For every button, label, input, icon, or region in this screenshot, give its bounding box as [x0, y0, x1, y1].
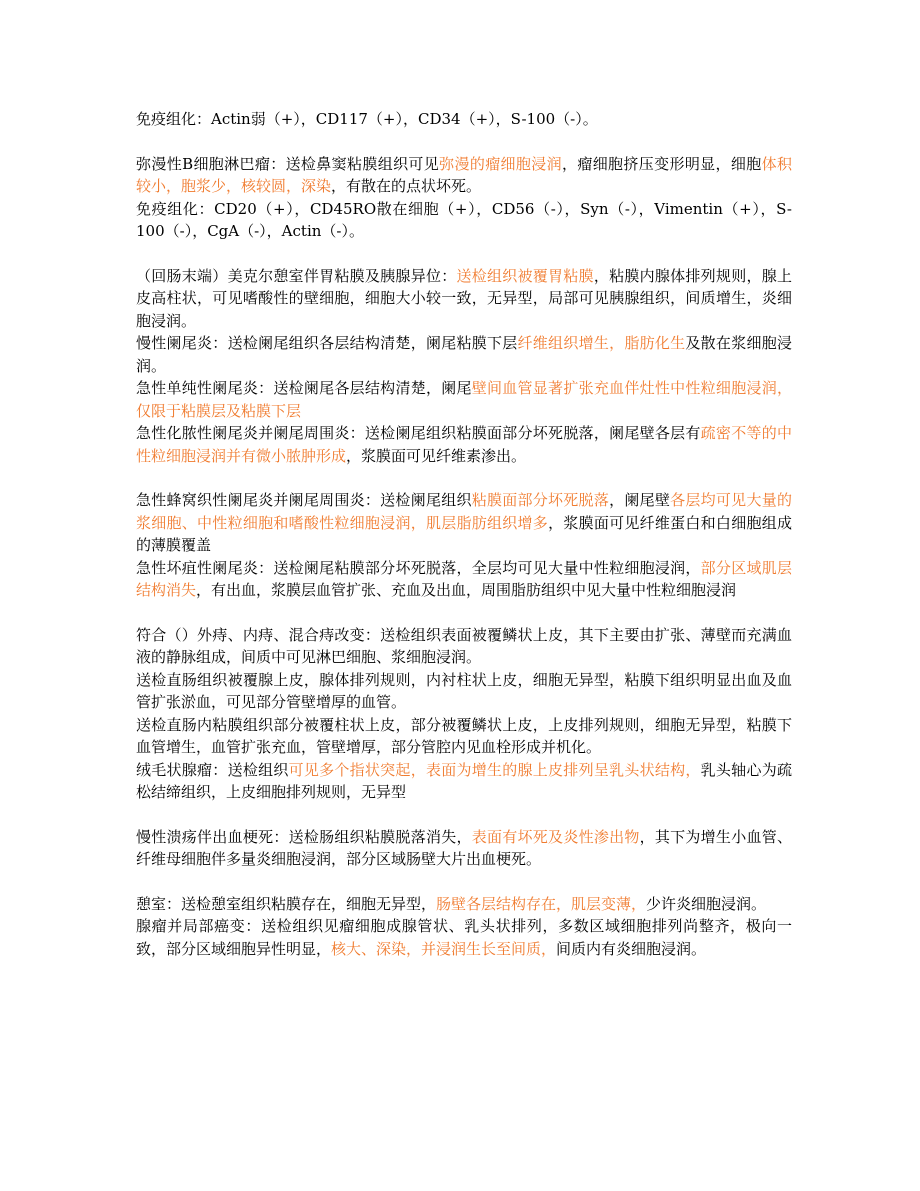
text-segment: （回肠末端）美克尔憩室伴胃粘膜及胰腺异位：	[136, 266, 457, 285]
paragraph	[136, 759, 792, 804]
paragraph-gap	[136, 467, 792, 489]
highlighted-text: 送检组织被覆胃粘膜	[456, 266, 594, 285]
text-segment: 急性单纯性阑尾炎：送检阑尾各层结构清楚，阑尾	[136, 379, 472, 397]
highlighted-text: 体积较小，胞浆少，核较圆，深染	[136, 154, 792, 195]
paragraph-gap	[136, 602, 792, 624]
highlighted-text: 纤维组织增生，脂肪化生	[517, 334, 686, 352]
text-segment: 免疫组化：Actin弱（+），CD117（+），CD34（+），S-100（-）。	[136, 110, 598, 128]
text-segment: ，浆膜面可见纤维素渗出。	[346, 446, 527, 465]
text-segment: 及散在浆细胞浸润。	[136, 334, 792, 375]
text-segment: 少许炎细胞浸润。	[646, 894, 767, 913]
paragraph	[136, 489, 792, 557]
document-body	[136, 108, 792, 960]
text-segment: ，浆膜面可见纤维蛋白和白细胞组成的薄膜覆盖	[136, 513, 792, 554]
text-segment: 符合（）外痔、内痔、混合痔改变：送检组织表面被覆鳞状上皮，其下主要由扩张、薄壁而充满血液的静脉组成，间质中可见淋巴细胞、浆细胞浸润。	[136, 625, 792, 666]
highlighted-text: 肠壁各层结构存在，肌层变薄，	[436, 894, 647, 913]
highlighted-text: 弥漫的瘤细胞浸润	[439, 154, 562, 173]
text-segment: 憩室：送检憩室组织粘膜存在，细胞无异型，	[136, 894, 437, 913]
text-segment: ，粘膜内腺体排列规则，腺上皮高柱状，可见嗜酸性的壁细胞，细胞大小较一致，无异型，局部可见胰腺组织，间质增生，炎细胞浸润。	[136, 266, 792, 330]
text-segment: 间质内有炎细胞浸润。	[556, 939, 707, 958]
text-segment: 绒毛状腺瘤：送检组织	[136, 760, 289, 779]
text-segment: 送检直肠内粘膜组织部分被覆柱状上皮，部分被覆鳞状上皮，上皮排列规则，细胞无异型，粘膜下血管增生，血管扩张充血，管壁增厚，部分管腔内见血栓形成并机化。	[136, 715, 792, 756]
text-segment: 送检直肠组织被覆腺上皮，腺体排列规则，内衬柱状上皮，细胞无异型，粘膜下组织明显出血及血管扩张淤血，可见部分管壁增厚的血管。	[136, 670, 792, 711]
paragraph-gap	[136, 243, 792, 265]
highlighted-text: 部分区域肌层结构消失	[136, 558, 792, 599]
paragraph-gap	[136, 804, 792, 826]
text-segment: 急性蜂窝织性阑尾炎并阑尾周围炎：送检阑尾组织	[136, 491, 472, 509]
highlighted-text: 各层均可见大量的浆细胞、中性粒细胞和嗜酸性粒细胞浸润，肌层脂肪组织增多	[136, 491, 792, 532]
text-segment: 腺瘤并局部癌变：送检组织见瘤细胞成腺管状、乳头状排列，多数区域细胞排列尚整齐，极向一致，部分区域细胞异性明显，	[136, 917, 792, 958]
paragraph	[136, 198, 792, 243]
paragraph	[136, 377, 792, 422]
text-segment: 急性化脓性阑尾炎并阑尾周围炎：送检阑尾组织粘膜面部分坏死脱落，阑尾壁各层有	[136, 424, 701, 442]
text-segment: 免疫组化：CD20（+），CD45RO散在细胞（+），CD56（-），Syn（-），Vimentin（+），S-100（-），CgA（-），Actin（-）。	[136, 199, 792, 240]
paragraph-gap	[136, 131, 792, 153]
paragraph	[136, 915, 792, 960]
text-segment: ，阑尾壁	[609, 491, 671, 509]
paragraph	[136, 108, 792, 131]
paragraph	[136, 153, 792, 198]
highlighted-text: 表面有坏死及炎性渗出物	[471, 827, 640, 846]
highlighted-text: 疏密不等的中性粒细胞浸润并有微小脓肿形成	[136, 424, 792, 465]
highlighted-text: 核大、深染，并浸润生长至间质，	[331, 939, 557, 958]
paragraph	[136, 265, 792, 333]
text-segment: 慢性阑尾炎：送检阑尾组织各层结构清楚，阑尾粘膜下层	[136, 334, 518, 352]
text-segment: 慢性溃疡伴出血梗死：送检肠组织粘膜脱落消失，	[136, 827, 472, 846]
text-segment: 弥漫性B细胞淋巴瘤：送检鼻窦粘膜组织可见	[136, 154, 440, 173]
paragraph	[136, 826, 792, 871]
paragraph-gap	[136, 871, 792, 893]
paragraph	[136, 557, 792, 602]
paragraph	[136, 893, 792, 916]
paragraph	[136, 422, 792, 467]
text-segment: ，其下为增生小血管、纤维母细胞伴多量炎细胞浸润，部分区域肠壁大片出血梗死。	[136, 827, 792, 868]
paragraph	[136, 714, 792, 759]
text-segment: 急性坏疽性阑尾炎：送检阑尾粘膜部分坏死脱落，全层均可见大量中性粒细胞浸润，	[136, 558, 701, 577]
text-segment: 乳头轴心为疏松结缔组织，上皮细胞排列规则，无异型	[136, 760, 792, 801]
text-segment: ，瘤细胞挤压变形明显，细胞	[561, 154, 762, 173]
paragraph	[136, 624, 792, 669]
text-segment: ，有散在的点状坏死。	[331, 177, 482, 195]
highlighted-text: 可见多个指状突起，表面为增生的腺上皮排列呈乳头状结构，	[288, 760, 701, 779]
paragraph	[136, 669, 792, 714]
text-segment: ，有出血，浆膜层血管扩张、充血及出血，周围脂肪组织中见大量中性粒细胞浸润	[196, 581, 737, 599]
highlighted-text: 粘膜面部分坏死脱落	[471, 491, 610, 509]
paragraph	[136, 332, 792, 377]
highlighted-text: 壁间血管显著扩张充血伴灶性中性粒细胞浸润，仅限于粘膜层及粘膜下层	[136, 379, 792, 420]
